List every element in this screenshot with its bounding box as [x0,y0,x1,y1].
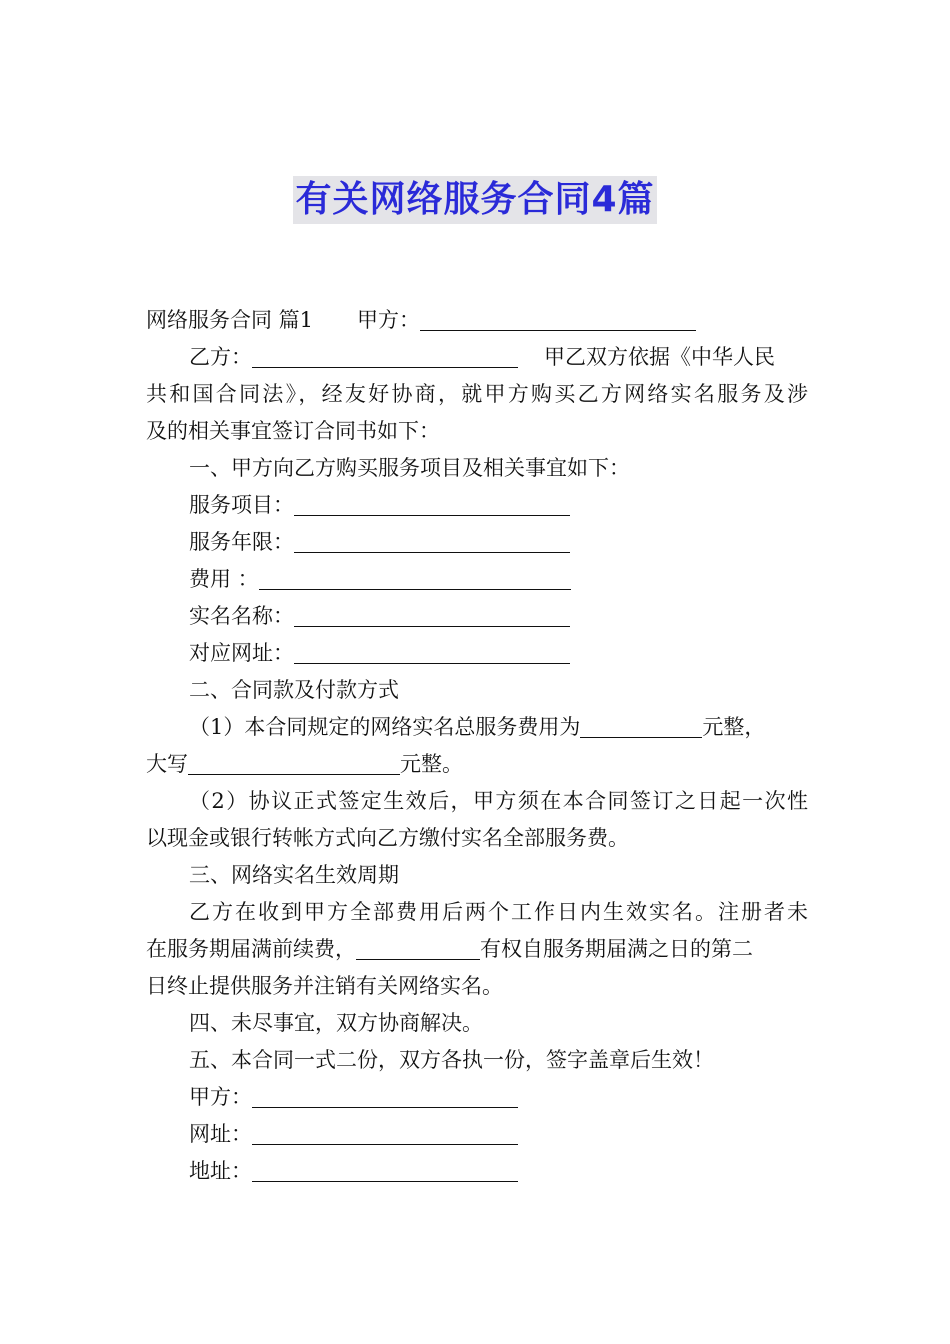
sign-website [146,1116,808,1153]
party-b-line [146,339,808,376]
clause2-line2: 以现金或银行转帐方式向乙方缴付实名全部服务费。 [146,826,629,850]
clause1-unit: 元整， [702,715,766,739]
party-b-blank [252,340,518,368]
document-title: 有关网络服务合同4篇 [293,176,656,224]
field-blank [294,636,570,664]
section3-line2 [146,931,808,968]
sign-label: 地址： [189,1159,252,1183]
field-url [146,635,808,672]
field-label: 服务年限： [189,530,294,554]
section3-title: 三、网络实名生效周期 [189,863,399,887]
sign-label: 甲方： [189,1085,252,1109]
field-service-years [146,524,808,561]
field-label: 对应网址： [189,641,294,665]
section3-line1: 乙方在收到甲方全部费用后两个工作日内生效实名。注册者未 [189,900,808,924]
field-label: 费用 ： [189,567,259,591]
clause1-line1 [146,709,808,746]
field-blank [294,488,570,516]
field-label: 服务项目： [189,493,294,517]
party-a-label: 甲方： [357,308,421,332]
field-label: 实名名称： [189,604,294,628]
clause1-caps-label: 大写 [146,752,188,776]
amount-blank [580,710,702,738]
caps-amount-blank [188,747,400,775]
intro-tail: 甲乙双方依据《中华人民 [544,345,775,369]
clause1-caps-unit: 元整。 [400,752,463,776]
sign-label: 网址： [189,1122,252,1146]
party-a-blank [420,303,696,331]
field-blank [259,562,571,590]
field-fee [146,561,808,598]
contract-body [146,302,808,1190]
section3-line3: 日终止提供服务并注销有关网络实名。 [146,974,503,998]
party-blank [356,932,480,960]
section5: 五、本合同一式二份，双方各执一份，签字盖章后生效！ [189,1048,714,1072]
section3-text-b: 有权自服务期届满之日的第二 [480,937,753,961]
section4: 四、未尽事宜，双方协商解决。 [189,1011,483,1035]
section1-title: 一、甲方向乙方购买服务项目及相关事宜如下： [189,456,630,480]
party-b-label: 乙方： [189,345,252,369]
clause2-line1: （2）协议正式签定生效后，甲方须在本合同签订之日起一次性 [189,789,808,813]
field-real-name [146,598,808,635]
section3-text-a: 在服务期届满前续费， [146,937,356,961]
intro-line-2: 共和国合同法》，经友好协商，就甲方购买乙方网络实名服务及涉 [146,382,808,406]
clause1-line2 [146,746,808,783]
field-service-item [146,487,808,524]
field-blank [294,525,570,553]
sign-blank [252,1154,518,1182]
heading-line [146,302,808,339]
clause1-text: （1）本合同规定的网络实名总服务费用为 [189,715,581,739]
sign-blank [252,1117,518,1145]
intro-line-3: 及的相关事宜签订合同书如下： [146,419,440,443]
contract-heading: 网络服务合同 篇1 [146,308,314,332]
sign-party-a [146,1079,808,1116]
title-wrap [0,176,950,224]
sign-address [146,1153,808,1190]
sign-blank [252,1080,518,1108]
field-blank [294,599,570,627]
section2-title: 二、合同款及付款方式 [189,678,399,702]
